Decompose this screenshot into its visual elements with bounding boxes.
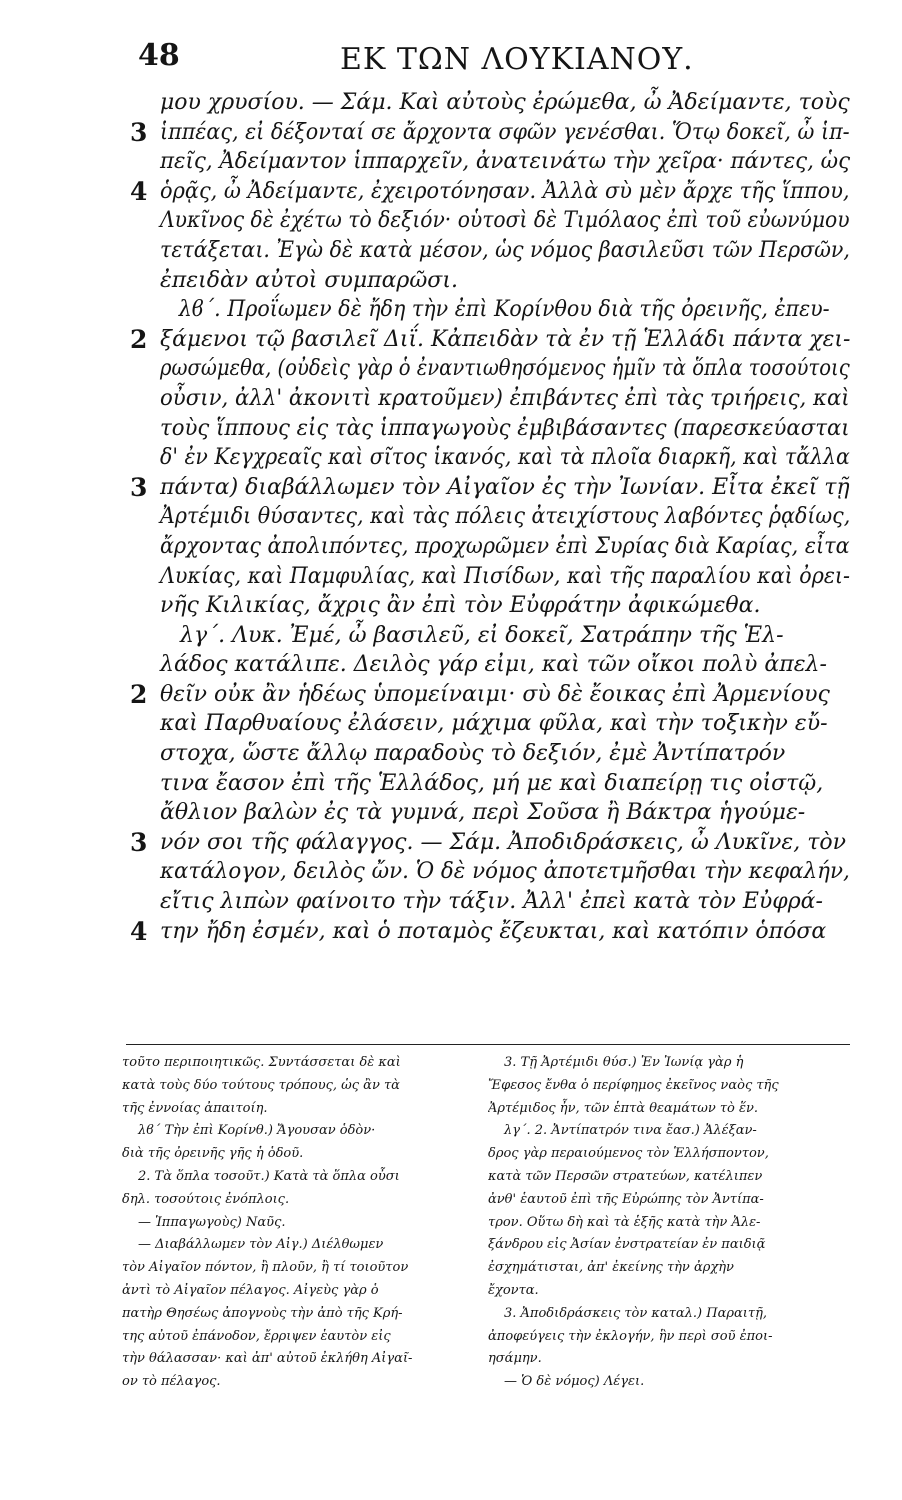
line-text: ἄθλιον βαλὼν ἐς τὰ γυμνά, περὶ Σοῦσα ἢ Βάκτρα ἡγούμε- xyxy=(160,800,806,826)
line-text: τοὺς ἵππους εἰς τὰς ἱππαγωγοὺς ἐμβιβάσαντες (παρεσκεύασται xyxy=(160,415,850,441)
line-text: μου χρυσίου. — Σάμ. Καὶ αὐτοὺς ἐρώμεθα, ὦ Ἀδείμαντε, τοὺς xyxy=(160,90,850,115)
line-text: λάδος κατάλιπε. Δειλὸς γάρ εἰμι, καὶ τῶν οἴκοι πολὺ ἀπελ- xyxy=(160,652,827,678)
footnote-line: Ἀρτέμιδος ἦν, τῶν ἑπτὰ θεαμάτων τὸ ἕν. xyxy=(488,1100,759,1116)
footnote-line: 3. Τῇ Ἀρτέμιδι θύσ.) Ἐν Ἰωνίᾳ γὰρ ἡ xyxy=(504,1055,744,1070)
text-line xyxy=(130,739,850,769)
footnote-line: ον τὸ πέλαγος. xyxy=(122,1374,221,1390)
line-text: ὁρᾷς, ὦ Ἀδείμαντε, ἐχειροτόνησαν. Ἀλλὰ σὺ μὲν ἄρχε τῆς ἵππου, xyxy=(160,178,850,204)
footnote-line: λϐ΄ Τὴν ἐπὶ Κορίνθ.) Ἄγουσαν ὁδὸν· xyxy=(138,1123,376,1139)
section-number: 4 xyxy=(130,176,148,206)
line-text: στοχα, ὥστε ἄλλῳ παραδοὺς τὸ δεξιόν, ἐμὲ Ἀντίπατρόν xyxy=(160,741,786,767)
text-line xyxy=(130,266,850,296)
line-text: πάντα) διαβάλλωμεν τὸν Αἰγαῖον ἐς τὴν Ἰωνίαν. Εἶτα ἐκεῖ τῇ xyxy=(160,474,850,500)
line-text: την ἤδη ἐσμέν, καὶ ὁ ποταμὸς ἔζευκται, καὶ κατόπιν ὁπόσα xyxy=(160,918,827,944)
text-line xyxy=(130,917,850,947)
section-number: 2 xyxy=(130,679,148,709)
text-line xyxy=(130,680,850,710)
line-text: ξάμενοι τῷ βασιλεῖ Διΐ. Κἀπειδὰν τὰ ἐν τῇ Ἑλλάδι πάντα χει- xyxy=(160,326,851,352)
section-number: 2 xyxy=(130,324,148,354)
text-line xyxy=(130,502,850,532)
line-text: εἴτις λιπὼν φαίνοιτο τὴν τάξιν. Ἀλλ' ἐπεὶ κατὰ τὸν Εὐφρά- xyxy=(160,889,823,915)
text-line xyxy=(130,177,850,207)
text-line xyxy=(130,650,850,680)
footnote-line: λγ΄. 2. Ἀντίπατρόν τινα ἔασ.) Ἀλέξαν- xyxy=(504,1123,757,1139)
footnotes-left-column xyxy=(122,1052,482,1394)
footnote-line: τῆς ἐννοίας ἀπαιτοίη. xyxy=(122,1100,268,1116)
text-line xyxy=(130,769,850,799)
text-line xyxy=(130,828,850,858)
footnote-line: ἀποφεύγεις τὴν ἐκλογήν, ἣν περὶ σοῦ ἐποι- xyxy=(488,1328,773,1344)
text-line xyxy=(130,798,850,828)
line-text: Λυκῖνος δὲ ἐχέτω τὸ δεξιόν· οὑτοσὶ δὲ Τιμόλαος ἐπὶ τοῦ εὐωνύμου xyxy=(160,208,850,234)
line-text: Λυκίας, καὶ Παμφυλίας, καὶ Πισίδων, καὶ τῆς παραλίου καὶ ὀρει- xyxy=(160,563,850,589)
text-line xyxy=(130,325,850,355)
text-line xyxy=(130,709,850,739)
line-text: νῆς Κιλικίας, ἄχρις ἂν ἐπὶ τὸν Εὐφράτην ἀφικώμεθα. xyxy=(160,593,761,619)
footnote-rule xyxy=(126,1044,850,1045)
line-text: πεῖς, Ἀδείμαντον ἱππαρχεῖν, ἀνατεινάτω τὴν χεῖρα· πάντες, ὡς xyxy=(160,149,851,175)
footnote-line: τὸν Αἰγαῖον πόντον, ἢ πλοῦν, ἢ τί τοιοῦτον xyxy=(122,1260,409,1276)
text-line xyxy=(130,857,850,887)
page-header xyxy=(0,38,902,82)
section-number: 3 xyxy=(130,827,148,857)
footnote-line: πατὴρ Θησέως ἀπογνοὺς τὴν ἀπὸ τῆς Κρή- xyxy=(122,1305,403,1321)
footnote-line: τὴν θάλασσαν· καὶ ἀπ' αὐτοῦ ἐκλήθη Αἰγαῖ- xyxy=(122,1351,413,1367)
text-line xyxy=(130,414,850,444)
footnote-line: τρον. Οὕτω δὴ καὶ τὰ ἑξῆς κατὰ τὴν Ἀλε- xyxy=(488,1214,761,1230)
line-text: ἱππέας, εἰ δέξονταί σε ἄρχοντα σφῶν γενέσθαι. Ὅτῳ δοκεῖ, ὦ ἱπ- xyxy=(160,119,850,145)
text-line xyxy=(130,118,850,148)
text-line xyxy=(130,295,850,325)
footnote-line: δηλ. τοσούτοις ἐνόπλοις. xyxy=(122,1191,290,1207)
text-line xyxy=(130,354,850,384)
text-line xyxy=(130,473,850,503)
text-line xyxy=(130,384,850,414)
text-line xyxy=(130,236,850,266)
footnote-line: — Ἱππαγωγοὺς) Ναῦς. xyxy=(138,1214,286,1230)
line-text: λγ΄. Λυκ. Ἐμέ, ὦ βασιλεῦ, εἰ δοκεῖ, Σατράπην τῆς Ἑλ- xyxy=(180,622,784,648)
line-text: νόν σοι τῆς φάλαγγος. — Σάμ. Ἀποδιδράσκεις, ὦ Λυκῖνε, τὸν xyxy=(160,829,847,855)
line-text: δ' ἐν Κεγχρεαῖς καὶ σῖτος ἱκανός, καὶ τὰ πλοῖα διαρκῆ, καὶ τἄλλα xyxy=(160,445,850,471)
text-line xyxy=(130,147,850,177)
running-title: ΕΚ ΤΩΝ ΛΟΥΚΙΑΝΟΥ. xyxy=(340,42,694,77)
section-number: 3 xyxy=(130,117,148,147)
text-line xyxy=(130,621,850,651)
footnote-line: 2. Τὰ ὅπλα τοσοῦτ.) Κατὰ τὰ ὅπλα οὖσι xyxy=(138,1168,400,1184)
line-text: ἄρχοντας ἀπολιπόντες, προχωρῶμεν ἐπὶ Συρίας διὰ Καρίας, εἶτα xyxy=(160,533,850,559)
line-text: καὶ Παρθυαίους ἐλάσειν, μάχιμα φῦλα, καὶ τὴν τοξικὴν εὔ- xyxy=(160,711,828,737)
footnote-line: διὰ τῆς ὀρεινῆς γῆς ἡ ὁδοῦ. xyxy=(122,1146,304,1162)
footnote-line: Ἔφεσος ἔνθα ὁ περίφημος ἐκεῖνος ναὸς τῆς xyxy=(488,1077,779,1093)
footnote-line: τοῦτο περιποιητικῶς. Συντάσσεται δὲ καὶ xyxy=(122,1055,401,1070)
footnote-line: ἀνθ' ἑαυτοῦ ἐπὶ τῆς Εὐρώπης τὸν Ἀντίπα- xyxy=(488,1191,764,1207)
page-number: 48 xyxy=(138,38,180,73)
line-text: λϐ΄. Προΐωμεν δὲ ἤδη τὴν ἐπὶ Κορίνθου διὰ τῆς ὀρεινῆς, ἐπευ- xyxy=(178,297,830,323)
text-line xyxy=(130,591,850,621)
footnote-line: κατὰ τῶν Περσῶν στρατεύων, κατέλιπεν xyxy=(488,1168,763,1184)
section-number: 3 xyxy=(130,472,148,502)
text-line xyxy=(130,887,850,917)
line-text: τετάξεται. Ἐγὼ δὲ κατὰ μέσον, ὡς νόμος βασιλεῦσι τῶν Περσῶν, xyxy=(160,237,850,263)
footnote-line: δρος γὰρ περαιούμενος τὸν Ἑλλήσποντον, xyxy=(488,1146,769,1162)
text-line xyxy=(130,562,850,592)
footnote-line: — Διαβάλλωμεν τὸν Αἰγ.) Διέλθωμεν xyxy=(138,1237,384,1253)
footnote-line: ἔχοντα. xyxy=(488,1282,539,1298)
section-number: 4 xyxy=(130,916,148,946)
footnote-line: ησάμην. xyxy=(488,1351,542,1367)
text-line xyxy=(130,206,850,236)
line-text: ρωσώμεθα, (οὐδεὶς γὰρ ὁ ἐναντιωθησόμενος ἡμῖν τὰ ὅπλα τοσούτοις xyxy=(160,356,850,382)
text-line xyxy=(130,532,850,562)
main-text xyxy=(130,88,850,946)
footnote-line: ἀντὶ τὸ Αἰγαῖον πέλαγος. Αἰγεὺς γὰρ ὁ xyxy=(122,1282,379,1298)
line-text: κατάλογον, δειλὸς ὤν. Ὁ δὲ νόμος ἀποτετμῆσθαι τὴν κεφαλήν, xyxy=(160,859,850,885)
footnote-line: ξάνδρου εἰς Ἀσίαν ἐνστρατείαν ἐν παιδιᾷ xyxy=(488,1237,766,1253)
text-line xyxy=(130,88,850,118)
line-text: οὖσιν, ἀλλ' ἀκονιτὶ κρατοῦμεν) ἐπιβάντες ἐπὶ τὰς τριήρεις, καὶ xyxy=(160,385,850,411)
footnotes-right-column xyxy=(488,1052,848,1394)
line-text: θεῖν οὐκ ἂν ἡδέως ὑπομείναιμι· σὺ δὲ ἔοικας ἐπὶ Ἀρμενίους xyxy=(160,681,830,707)
footnote-line: — Ὁ δὲ νόμος) Λέγει. xyxy=(504,1374,645,1390)
text-line xyxy=(130,443,850,473)
line-text: ἐπειδὰν αὐτοὶ συμπαρῶσι. xyxy=(160,267,458,293)
footnote-line: ἐσχημάτισται, ἀπ' ἐκείνης τὴν ἀρχὴν xyxy=(488,1260,734,1276)
footnote-line: της αὐτοῦ ἐπάνοδον, ἔρριψεν ἑαυτὸν εἰς xyxy=(122,1328,391,1344)
footnote-line: 3. Ἀποδιδράσκεις τὸν καταλ.) Παραιτῇ, xyxy=(504,1305,768,1321)
line-text: τινα ἔασον ἐπὶ τῆς Ἑλλάδος, μή με καὶ διαπείρῃ τις οἰστῷ, xyxy=(160,770,824,796)
line-text: Ἀρτέμιδι θύσαντες, καὶ τὰς πόλεις ἀτειχίστους λαβόντες ῥᾳδίως, xyxy=(160,504,851,530)
footnote-line: κατὰ τοὺς δύο τούτους τρόπους, ὡς ἂν τὰ xyxy=(122,1077,400,1093)
